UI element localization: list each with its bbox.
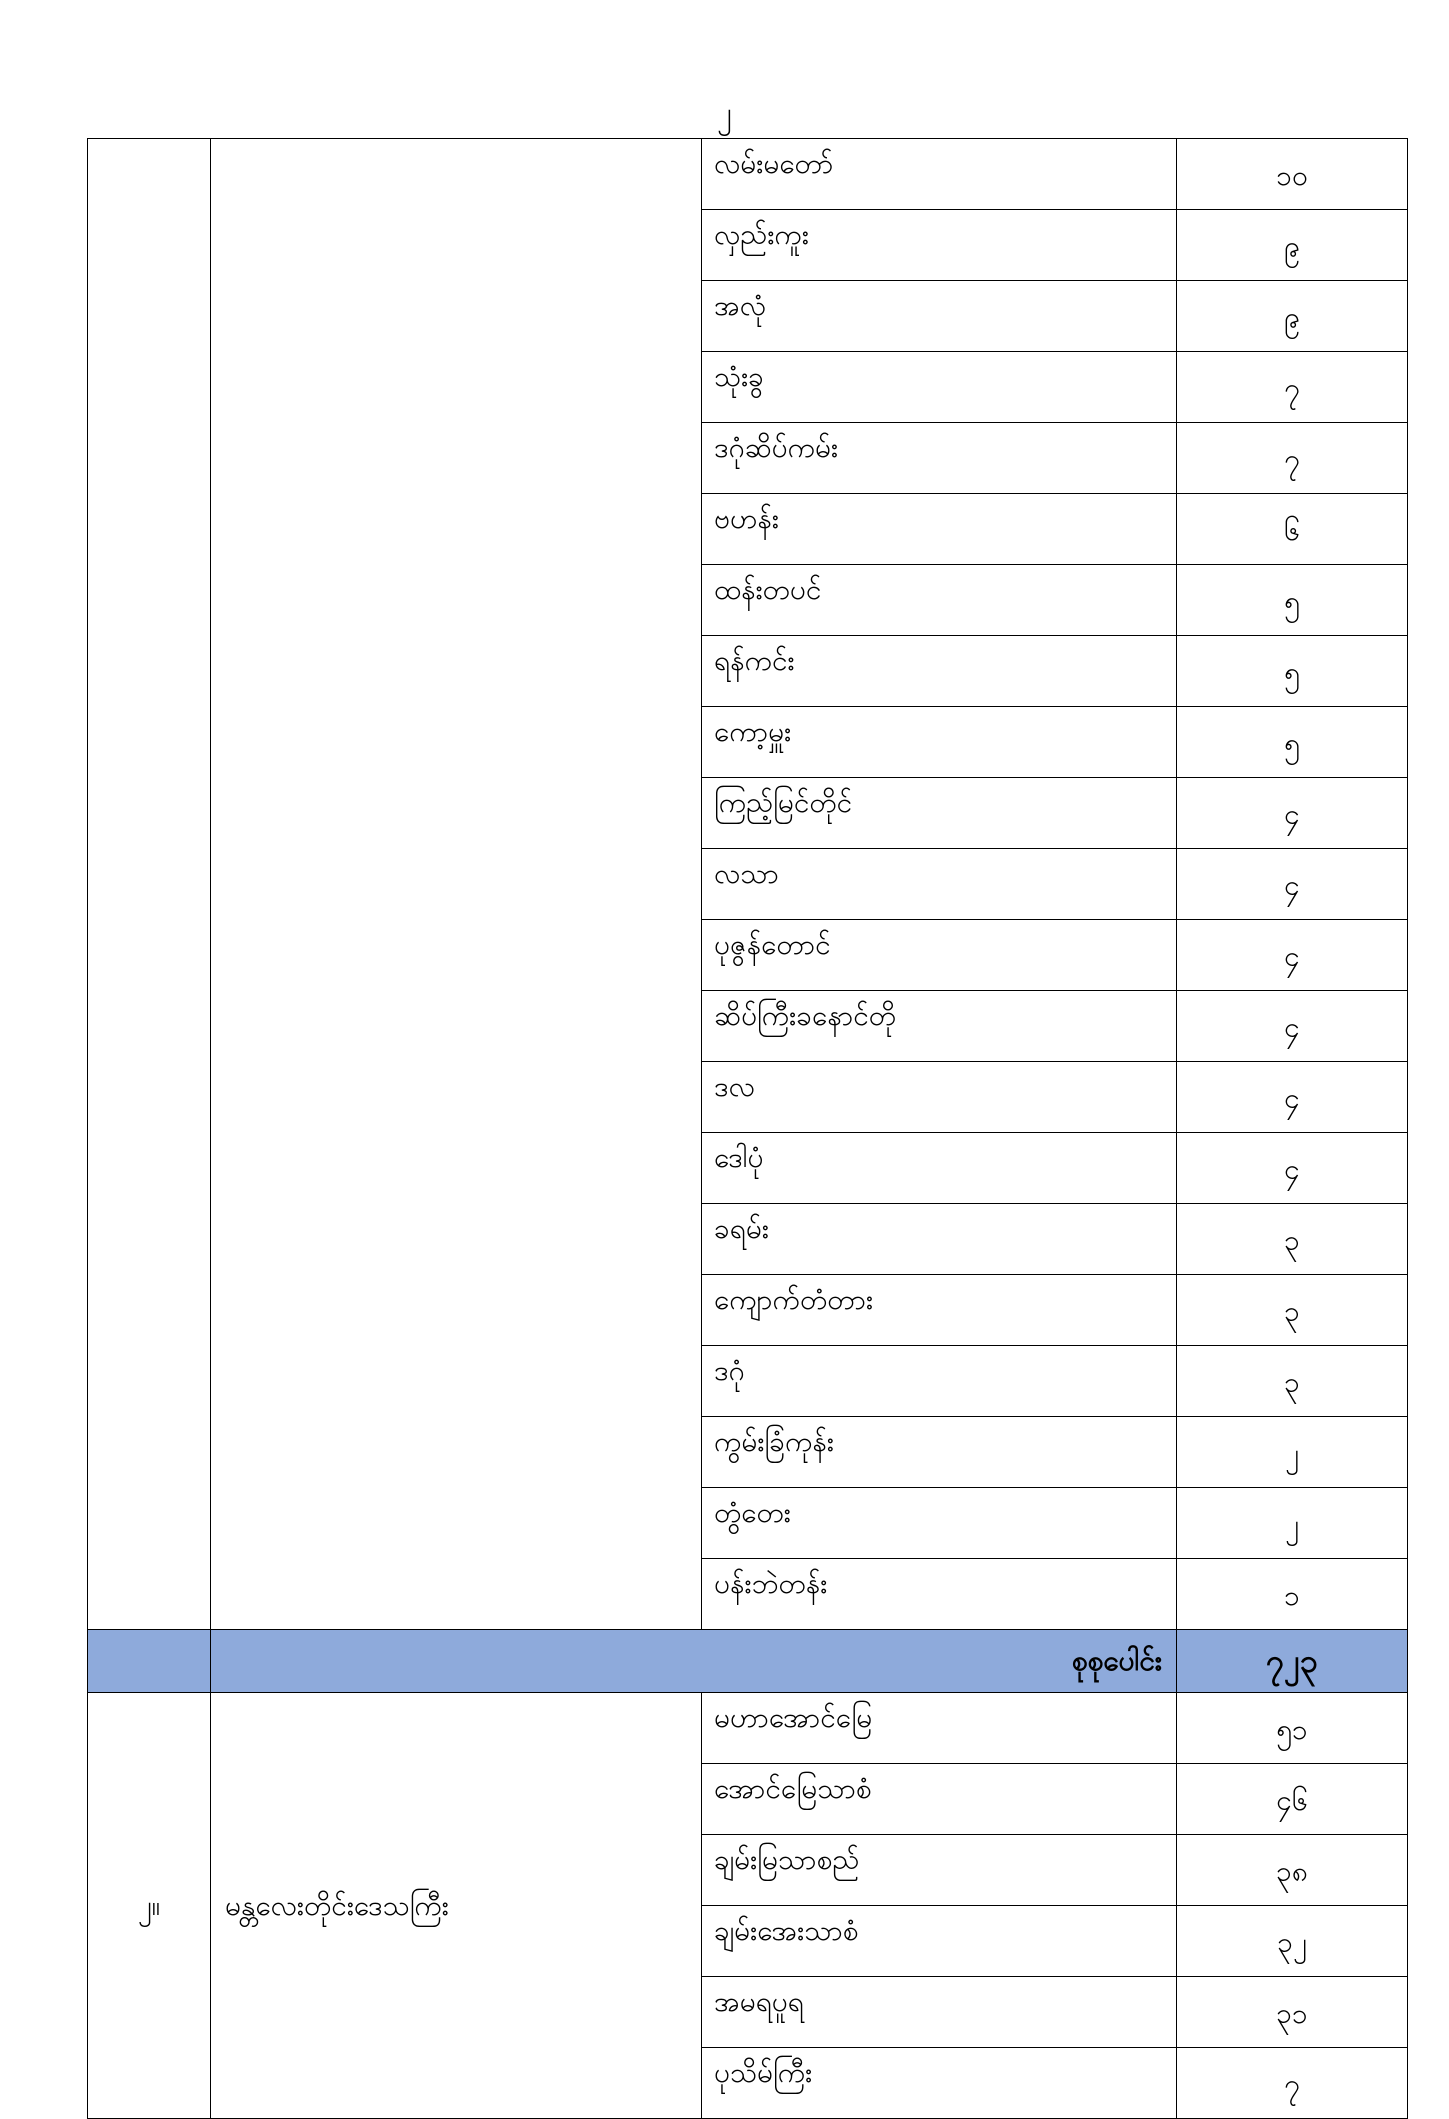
section-1-number-cell (88, 139, 211, 1630)
total-value: ၇၂၃ (1177, 1630, 1408, 1693)
township-count: ၅ (1177, 707, 1408, 778)
township-name: ချမ်းမြသာစည် (702, 1835, 1177, 1906)
township-count: ၄ (1177, 849, 1408, 920)
township-name: ကွမ်းခြံကုန်း (702, 1417, 1177, 1488)
table-row (88, 139, 1408, 210)
township-count: ၅ (1177, 565, 1408, 636)
township-count: ၁ (1177, 1559, 1408, 1630)
section-1-region-cell (211, 139, 702, 1630)
township-name: ပုဇွန်တောင် (702, 920, 1177, 991)
total-label: စုစုပေါင်း (211, 1630, 1177, 1693)
township-count: ၇ (1177, 352, 1408, 423)
township-name: ဒေါပုံ (702, 1133, 1177, 1204)
township-name: လမ်းမတော် (702, 139, 1177, 210)
township-count: ၃ (1177, 1275, 1408, 1346)
township-count: ၇ (1177, 2048, 1408, 2119)
township-name: ရန်ကင်း (702, 636, 1177, 707)
township-count: ၅၁ (1177, 1693, 1408, 1764)
township-count: ၆ (1177, 494, 1408, 565)
township-name: ကော့မှူး (702, 707, 1177, 778)
township-count: ၃ (1177, 1346, 1408, 1417)
township-count: ၃၂ (1177, 1906, 1408, 1977)
township-count: ၃၈ (1177, 1835, 1408, 1906)
township-name: ဒလ (702, 1062, 1177, 1133)
township-name: လသာ (702, 849, 1177, 920)
township-name: ခရမ်း (702, 1204, 1177, 1275)
township-name: ကြည့်မြင်တိုင် (702, 778, 1177, 849)
township-name: အောင်မြေသာစံ (702, 1764, 1177, 1835)
township-name: ပန်းဘဲတန်း (702, 1559, 1177, 1630)
township-name: အလုံ (702, 281, 1177, 352)
township-name: ဒဂုံ (702, 1346, 1177, 1417)
township-name: ဆိပ်ကြီးခနောင်တို (702, 991, 1177, 1062)
township-name: ပုသိမ်ကြီး (702, 2048, 1177, 2119)
township-count: ၄ (1177, 920, 1408, 991)
township-name: ဗဟန်း (702, 494, 1177, 565)
township-count: ၉ (1177, 281, 1408, 352)
township-count: ၂ (1177, 1488, 1408, 1559)
township-count-table (87, 138, 1408, 2119)
township-count: ၄ (1177, 991, 1408, 1062)
township-count: ၁၀ (1177, 139, 1408, 210)
township-name: ထန်းတပင် (702, 565, 1177, 636)
township-count: ၉ (1177, 210, 1408, 281)
township-name: အမရပူရ (702, 1977, 1177, 2048)
township-name: ဒဂုံဆိပ်ကမ်း (702, 423, 1177, 494)
total-row (88, 1630, 1408, 1693)
section-2-number: ၂။ (88, 1693, 211, 2119)
township-name: ကျောက်တံတား (702, 1275, 1177, 1346)
total-row-number-cell (88, 1630, 211, 1693)
section-2-region: မန္တလေးတိုင်းဒေသကြီး (211, 1693, 702, 2119)
township-name: လှည်းကူး (702, 210, 1177, 281)
page-number: ၂ (717, 96, 732, 131)
township-name: တွံတေး (702, 1488, 1177, 1559)
township-count: ၃၁ (1177, 1977, 1408, 2048)
township-name: မဟာအောင်မြေ (702, 1693, 1177, 1764)
township-count: ၃ (1177, 1204, 1408, 1275)
township-count: ၄ (1177, 1062, 1408, 1133)
township-count: ၅ (1177, 636, 1408, 707)
township-count: ၂ (1177, 1417, 1408, 1488)
township-count: ၄ (1177, 1133, 1408, 1204)
township-count: ၄ (1177, 778, 1408, 849)
township-count: ၇ (1177, 423, 1408, 494)
table-row (88, 1693, 1408, 1764)
township-name: သုံးခွ (702, 352, 1177, 423)
township-name: ချမ်းအေးသာစံ (702, 1906, 1177, 1977)
section-1-body (88, 139, 1408, 2119)
township-count: ၄၆ (1177, 1764, 1408, 1835)
